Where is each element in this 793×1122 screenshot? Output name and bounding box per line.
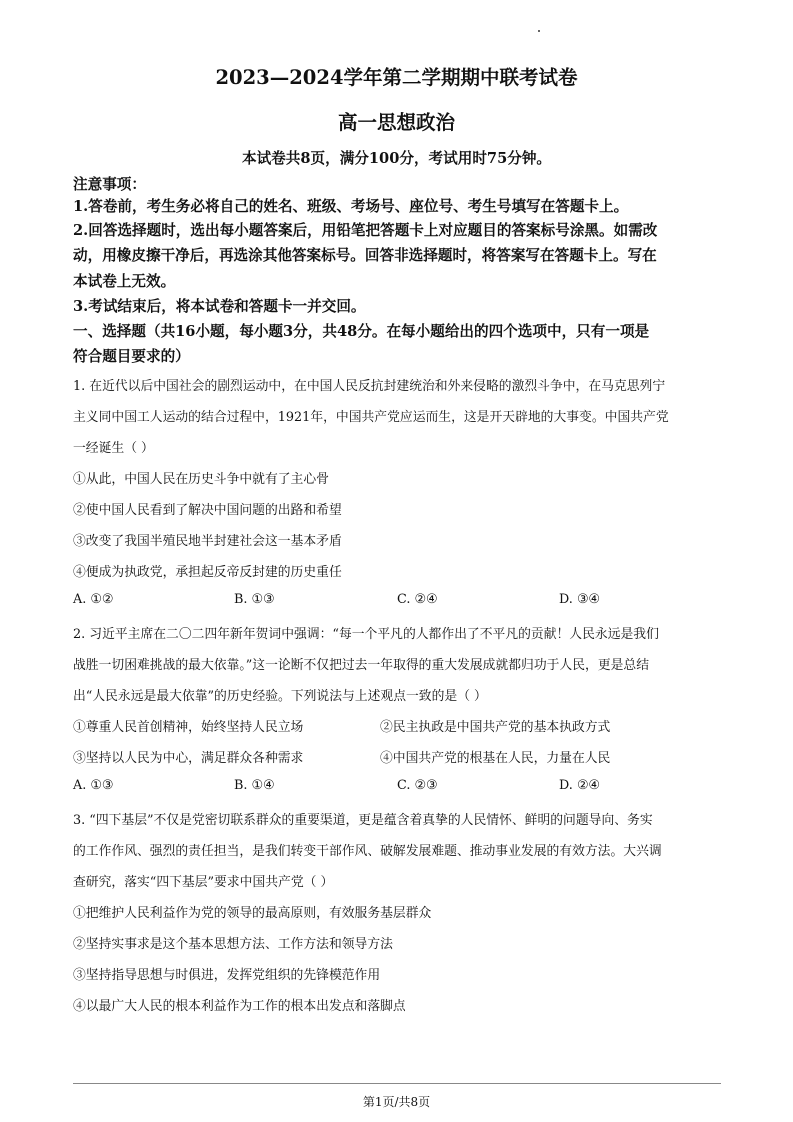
q3-statement-4: ④以最广大人民的根本利益作为工作的根本出发点和落脚点: [73, 999, 406, 1014]
q1-option-d: D. ③④: [559, 592, 600, 607]
notice-item-1: 1.答卷前，考生务必将自己的姓名、班级、考场号、座位号、考生号填写在答题卡上。: [73, 198, 629, 215]
q2-option-d: D. ②④: [559, 778, 600, 793]
notice-item-2-line-3: 本试卷上无效。: [73, 273, 176, 290]
page-number: 第1页/共8页: [362, 1095, 431, 1109]
q1-option-c: C. ②④: [397, 592, 438, 607]
q1-statement-1: ①从此，中国人民在历史斗争中就有了主心骨: [73, 472, 329, 487]
q2-statement-4: ④中国共产党的根基在人民，力量在人民: [380, 751, 611, 766]
section-heading-line-1: 一、选择题（共16小题，每小题3分，共48分。在每小题给出的四个选项中，只有一项是: [73, 323, 650, 340]
q1-stem-line-2: 主义同中国工人运动的结合过程中，1921年，中国共产党应运而生，这是开天辟地的大事变。中国共产党: [73, 410, 669, 425]
q3-stem-line-3: 查研究，落实“四下基层”要求中国共产党（ ）: [73, 875, 334, 890]
q2-stem-line-2: 战胜一切困难挑战的最大依靠。”这一论断不仅把过去一年取得的重大发展成就都归功于人民，更是总结: [73, 658, 650, 673]
footer-divider: [73, 1083, 721, 1084]
q2-stem-line-3: 出“人民永远是最大依靠”的历史经验。下列说法与上述观点一致的是（ ）: [73, 689, 487, 704]
q3-stem-line-2: 的工作作风、强烈的责任担当，是我们转变干部作风、破解发展难题、推动事业发展的有效方法。大兴调: [73, 844, 662, 859]
notice-item-2-line-1: 2.回答选择题时，选出每小题答案后，用铅笔把答题卡上对应题目的答案标号涂黑。如需改: [73, 222, 658, 239]
notice-item-3: 3.考试结束后，将本试卷和答题卡一并交回。: [73, 298, 366, 315]
q2-statement-3: ③坚持以人民为中心，满足群众各种需求: [73, 751, 304, 766]
scan-dot: [538, 30, 540, 32]
q1-statement-4: ④便成为执政党，承担起反帝反封建的历史重任: [73, 565, 342, 580]
q2-option-b: B. ①④: [234, 778, 275, 793]
exam-title: 2023—2024学年第二学期期中联考试卷: [215, 66, 578, 89]
q1-option-b: B. ①③: [234, 592, 275, 607]
notice-item-2-line-2: 动，用橡皮擦干净后，再选涂其他答案标号。回答非选择题时，将答案写在答题卡上。写在: [73, 247, 657, 264]
q2-statement-1: ①尊重人民首创精神，始终坚持人民立场: [73, 720, 304, 735]
q1-statement-3: ③改变了我国半殖民地半封建社会这一基本矛盾: [73, 534, 342, 549]
q1-statement-2: ②使中国人民看到了解决中国问题的出路和希望: [73, 503, 342, 518]
subject-title: 高一思想政治: [337, 111, 455, 134]
q2-stem-line-1: 2. 习近平主席在二〇二四年新年贺词中强调：“每一个平凡的人都作出了不平凡的贡献！人民永远是我们: [73, 627, 659, 642]
q1-option-a: A. ①②: [73, 592, 114, 607]
q2-statement-2: ②民主执政是中国共产党的基本执政方式: [380, 720, 611, 735]
section-heading-line-2: 符合题目要求的）: [73, 348, 190, 365]
q3-statement-2: ②坚持实事求是这个基本思想方法、工作方法和领导方法: [73, 937, 393, 952]
q2-option-c: C. ②③: [397, 778, 438, 793]
notice-heading: 注意事项：: [73, 176, 146, 193]
exam-info: 本试卷共8页，满分100分，考试用时75分钟。: [241, 150, 552, 167]
q1-stem-line-3: 一经诞生（ ）: [73, 441, 154, 456]
q3-statement-1: ①把维护人民利益作为党的领导的最高原则，有效服务基层群众: [73, 906, 432, 921]
q1-stem-line-1: 1. 在近代以后中国社会的剧烈运动中，在中国人民反抗封建统治和外来侵略的激烈斗争中，在马克思列宁: [73, 379, 666, 394]
q2-option-a: A. ①③: [73, 778, 114, 793]
q3-statement-3: ③坚持指导思想与时俱进，发挥党组织的先锋模范作用: [73, 968, 381, 983]
q3-stem-line-1: 3. “四下基层”不仅是党密切联系群众的重要渠道，更是蕴含着真挚的人民情怀、鲜明的问题导向、务实: [73, 813, 653, 828]
